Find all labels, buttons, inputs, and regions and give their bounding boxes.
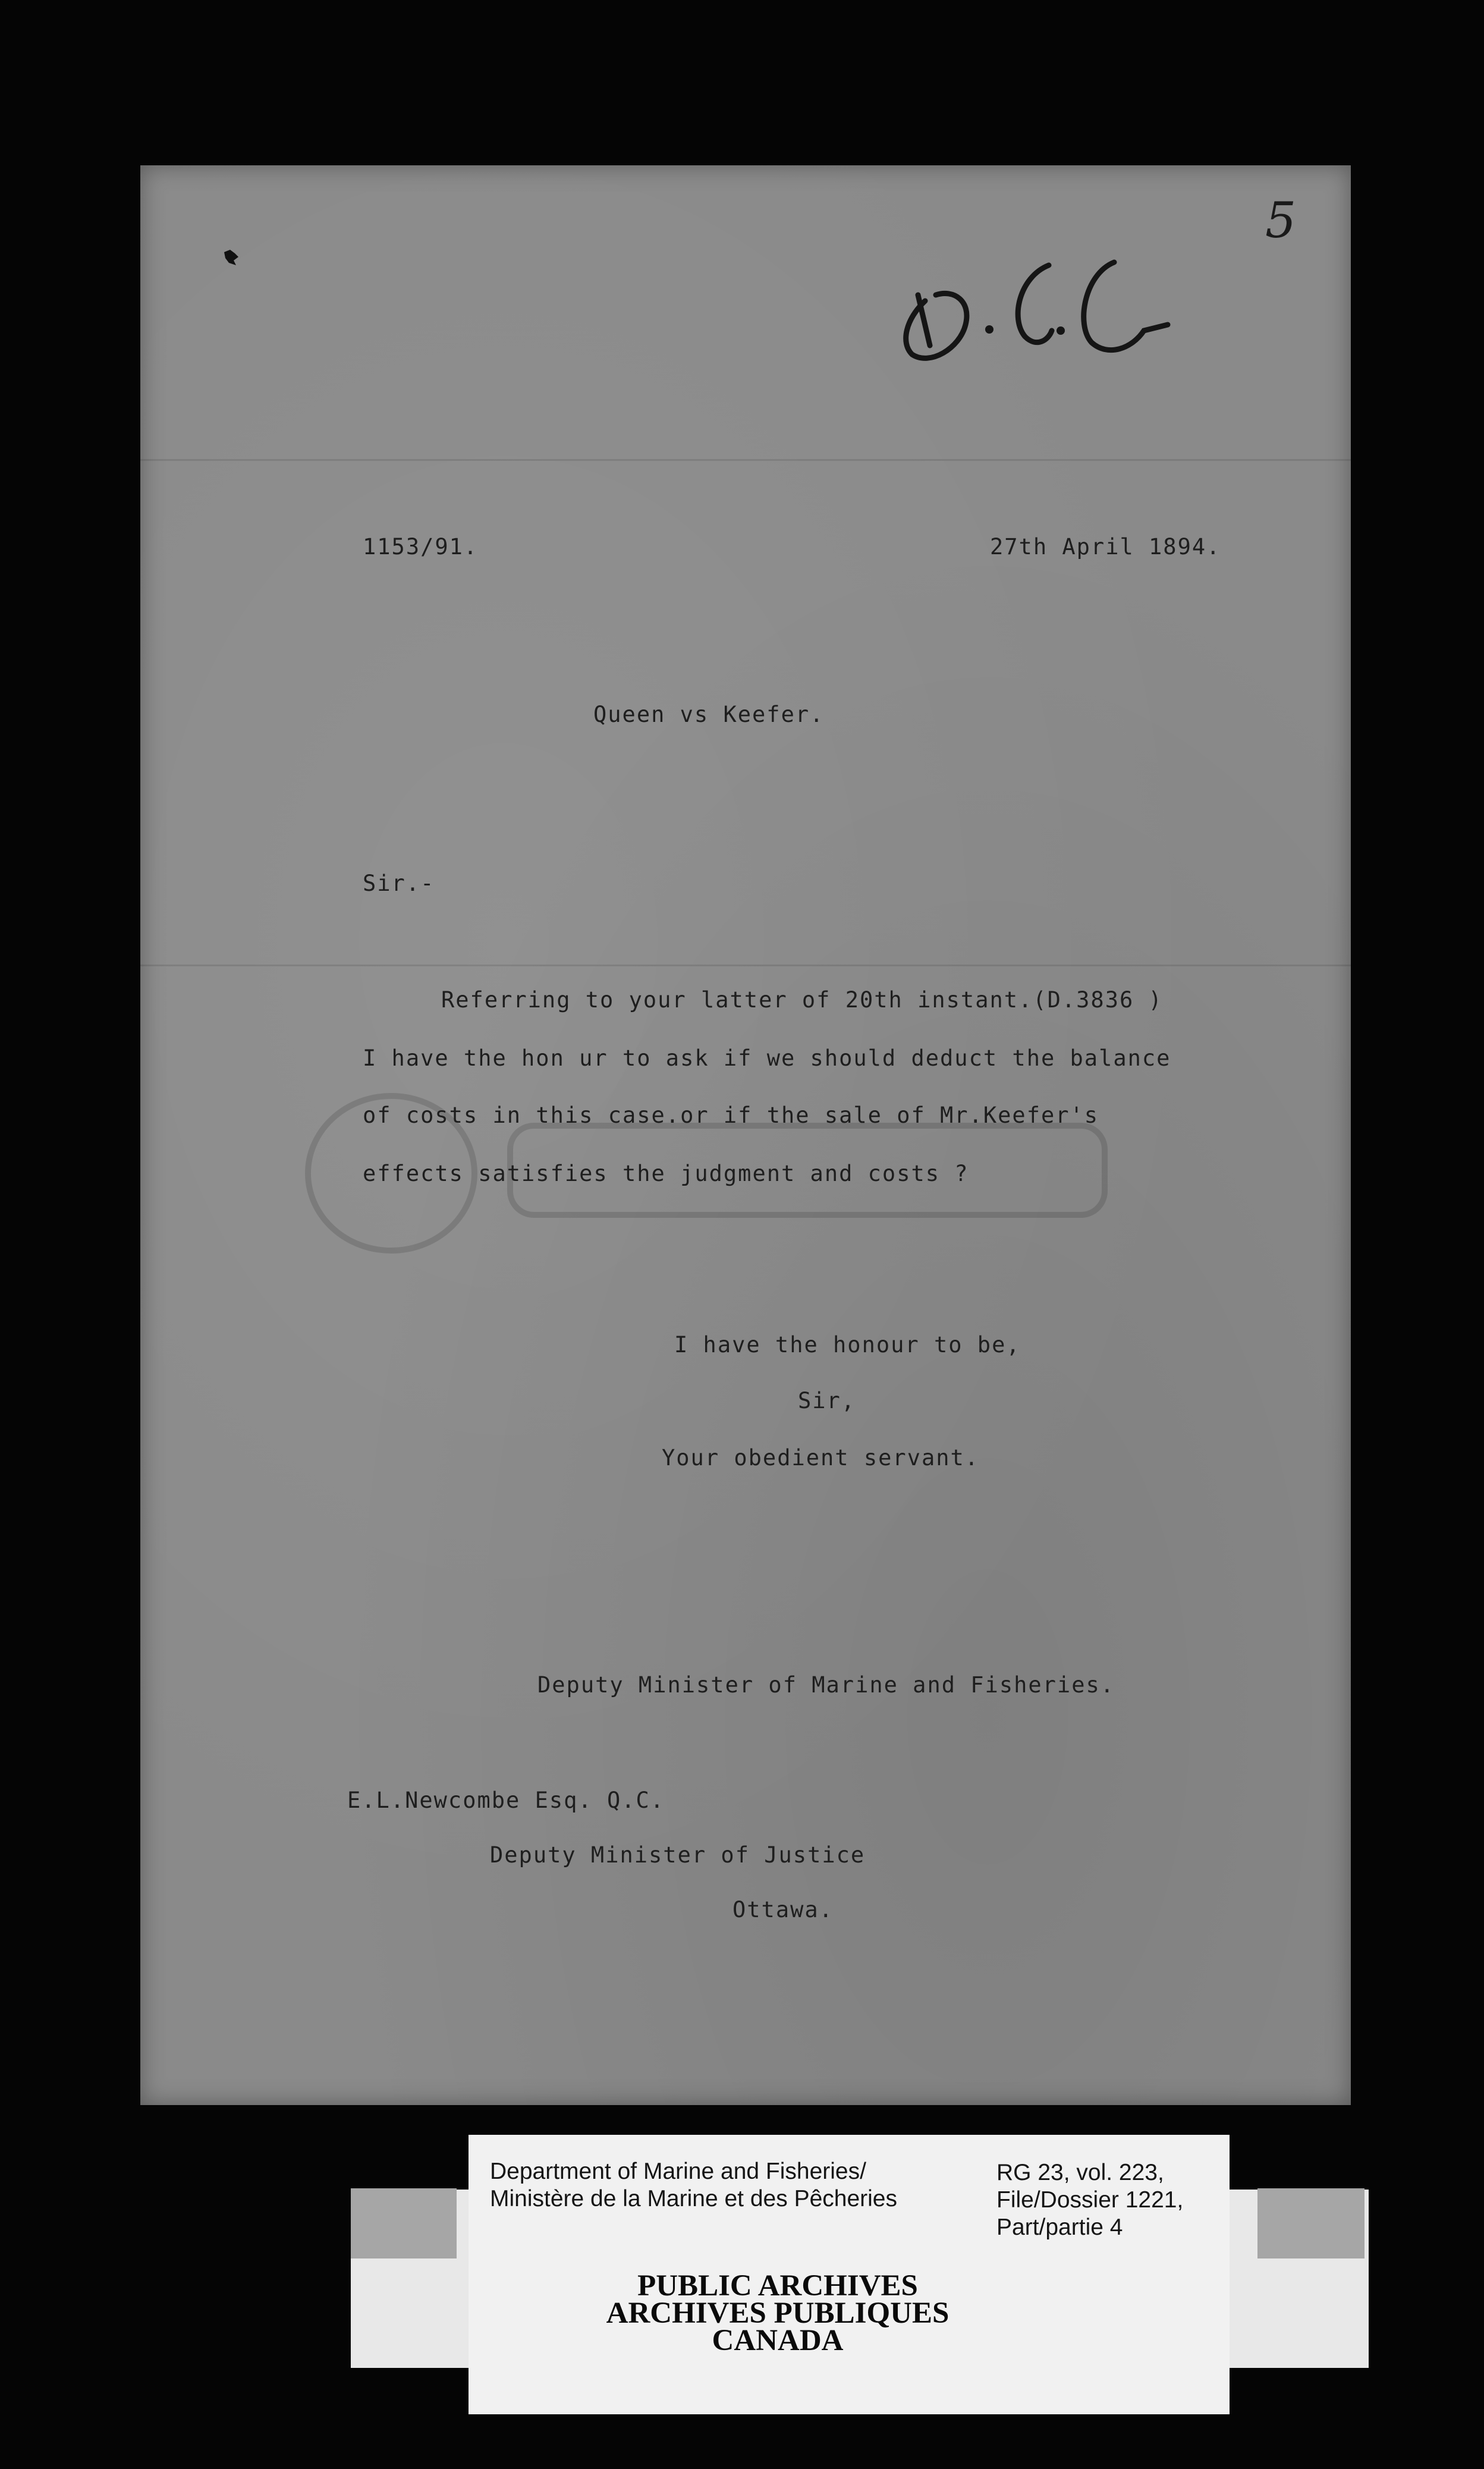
body-line: effects satisfies the judgment and costs ? — [363, 1161, 969, 1186]
department-english: Department of Marine and Fisheries/ — [490, 2159, 866, 2184]
closing-line: Your obedient servant. — [662, 1445, 980, 1471]
case-subject: Queen vs Keefer. — [593, 702, 825, 727]
document-page — [140, 165, 1351, 2105]
record-group-reference: RG 23, vol. 223, — [996, 2160, 1164, 2185]
file-reference: 1153/91. — [363, 534, 479, 560]
addressee-title: Deputy Minister of Justice — [490, 1842, 866, 1868]
addressee-name: E.L.Newcombe Esq. Q.C. — [347, 1788, 665, 1813]
part-reference: Part/partie 4 — [996, 2214, 1123, 2240]
body-line: I have the hon ur to ask if we should deduct the balance — [363, 1045, 1171, 1071]
closing-line: Sir, — [798, 1388, 856, 1413]
handwritten-initials — [870, 230, 1180, 378]
closing-line: I have the honour to be, — [674, 1332, 1021, 1358]
film-clip-right — [1257, 2188, 1364, 2258]
fold-line — [140, 965, 1351, 966]
addressee-city: Ottawa. — [732, 1897, 834, 1923]
fold-line — [140, 459, 1351, 461]
ink-blot — [222, 249, 240, 266]
archives-stamp-line: PUBLIC ARCHIVES — [637, 2269, 918, 2302]
body-line: Referring to your latter of 20th instant.(D.3836 ) — [441, 987, 1163, 1013]
page-number: 5 — [1265, 193, 1297, 249]
film-clip-left — [351, 2188, 457, 2258]
salutation: Sir.- — [363, 871, 435, 896]
department-french: Ministère de la Marine et des Pêcheries — [490, 2186, 897, 2212]
letter-date: 27th April 1894. — [990, 534, 1221, 560]
body-line: of costs in this case.or if the sale of Mr.Keefer's — [363, 1102, 1099, 1128]
archives-stamp-line: ARCHIVES PUBLIQUES — [606, 2297, 949, 2330]
file-dossier-reference: File/Dossier 1221, — [996, 2187, 1184, 2213]
archives-stamp-line: CANADA — [712, 2324, 844, 2357]
archive-label-card — [469, 2135, 1230, 2414]
signatory-title: Deputy Minister of Marine and Fisheries. — [537, 1672, 1115, 1698]
